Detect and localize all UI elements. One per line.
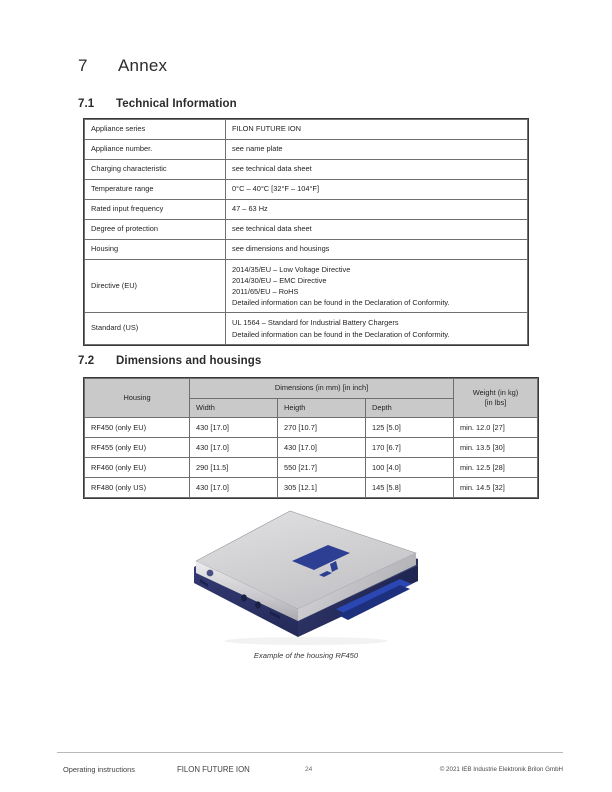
cell-height: 305 [12.1]	[278, 478, 366, 498]
cell-housing: RF455 (only EU)	[85, 438, 190, 458]
standard-line: Detailed information can be found in the Declaration of Conformity.	[232, 329, 450, 339]
column-header-housing: Housing	[85, 379, 190, 418]
column-header-weight	[454, 379, 538, 418]
row-value-directive-eu	[226, 260, 528, 313]
cell-height: 430 [17.0]	[278, 438, 366, 458]
standard-line: UL 1564 – Standard for Industrial Battery Chargers	[232, 318, 399, 328]
figure-housing-rf450	[0, 505, 612, 660]
row-label: Standard (US)	[85, 313, 226, 344]
row-label: Appliance series	[85, 120, 226, 140]
cell-height: 270 [10.7]	[278, 418, 366, 438]
row-value: see name plate	[226, 140, 528, 160]
cell-weight: min. 14.5 [32]	[454, 478, 538, 498]
cell-depth: 170 [6.7]	[366, 438, 454, 458]
subsection-title-dimensions: Dimensions and housings	[116, 355, 262, 367]
heading-technical-information	[78, 98, 237, 110]
cell-width: 430 [17.0]	[190, 478, 278, 498]
row-value: 0°C – 40°C [32°F – 104°F]	[226, 180, 528, 200]
table-row	[85, 240, 528, 260]
cell-housing: RF460 (only EU)	[85, 458, 190, 478]
dimensions-and-housings-table	[84, 378, 538, 498]
cell-weight: min. 13.5 [30]	[454, 438, 538, 458]
row-label: Temperature range	[85, 180, 226, 200]
technical-information-table	[84, 119, 528, 345]
cell-weight: min. 12.0 [27]	[454, 418, 538, 438]
cell-height: 550 [21.7]	[278, 458, 366, 478]
cell-width: 430 [17.0]	[190, 418, 278, 438]
row-value: see technical data sheet	[226, 220, 528, 240]
directive-line: 2014/30/EU – EMC Directive	[232, 276, 327, 286]
weight-header-line1: Weight (in kg)	[472, 387, 519, 397]
row-label: Rated input frequency	[85, 200, 226, 220]
table-header-row-group	[85, 379, 538, 399]
column-header-dimensions-group: Dimensions (in mm) [in inch]	[190, 379, 454, 399]
column-header-depth: Depth	[366, 398, 454, 418]
directive-line: 2011/65/EU – RoHS	[232, 287, 299, 297]
row-label: Charging characteristic	[85, 160, 226, 180]
cell-width: 430 [17.0]	[190, 438, 278, 458]
table-row	[85, 200, 528, 220]
row-label: Directive (EU)	[85, 260, 226, 313]
footer-product-name: FILON FUTURE ION	[177, 765, 250, 774]
table-row	[85, 220, 528, 240]
cell-depth: 100 [4.0]	[366, 458, 454, 478]
table-row	[85, 458, 538, 478]
page-title	[78, 56, 167, 76]
table-row	[85, 418, 538, 438]
end-cap-screw	[207, 570, 214, 577]
section-title: Annex	[118, 56, 168, 75]
directive-line: Detailed information can be found in the Declaration of Conformity.	[232, 298, 450, 308]
table-row	[85, 438, 538, 458]
row-label: Degree of protection	[85, 220, 226, 240]
footer-page-number: 24	[305, 766, 313, 773]
figure-caption: Example of the housing RF450	[253, 651, 359, 660]
subsection-number-technical: 7.1	[78, 98, 95, 110]
section-number: 7	[78, 56, 88, 75]
footer-divider	[57, 752, 563, 753]
weight-header-line2: [in lbs]	[484, 398, 507, 408]
row-label: Appliance number.	[85, 140, 226, 160]
table-row-standard-us	[85, 313, 528, 344]
table-row	[85, 140, 528, 160]
cell-depth: 145 [5.8]	[366, 478, 454, 498]
table-row	[85, 120, 528, 140]
cell-housing: RF480 (only US)	[85, 478, 190, 498]
row-value: 47 – 63 Hz	[226, 200, 528, 220]
cell-housing: RF450 (only EU)	[85, 418, 190, 438]
row-label: Housing	[85, 240, 226, 260]
table-row	[85, 160, 528, 180]
cell-weight: min. 12.5 [28]	[454, 458, 538, 478]
page-footer	[57, 764, 563, 778]
column-header-width: Width	[190, 398, 278, 418]
cell-width: 290 [11.5]	[190, 458, 278, 478]
row-value-standard-us	[226, 313, 528, 344]
port-2	[255, 601, 261, 608]
drop-shadow	[224, 637, 388, 645]
subsection-number-dimensions: 7.2	[78, 355, 95, 367]
subsection-title-technical: Technical Information	[116, 98, 237, 110]
footer-copyright: © 2021 IEB Industrie Elektronik Brilon GmbH	[439, 766, 563, 773]
table-row	[85, 180, 528, 200]
row-value: see dimensions and housings	[226, 240, 528, 260]
housing-3d-illustration	[186, 505, 426, 645]
row-value: see technical data sheet	[226, 160, 528, 180]
table-row	[85, 478, 538, 498]
heading-dimensions-and-housings	[78, 355, 261, 367]
directive-line: 2014/35/EU – Low Voltage Directive	[232, 265, 351, 274]
port-1	[241, 594, 247, 601]
column-header-height: Heigth	[278, 398, 366, 418]
table-row-directive-eu	[85, 260, 528, 313]
cell-depth: 125 [5.0]	[366, 418, 454, 438]
footer-document-type: Operating instructions	[63, 765, 135, 774]
row-value: FILON FUTURE ION	[226, 120, 528, 140]
